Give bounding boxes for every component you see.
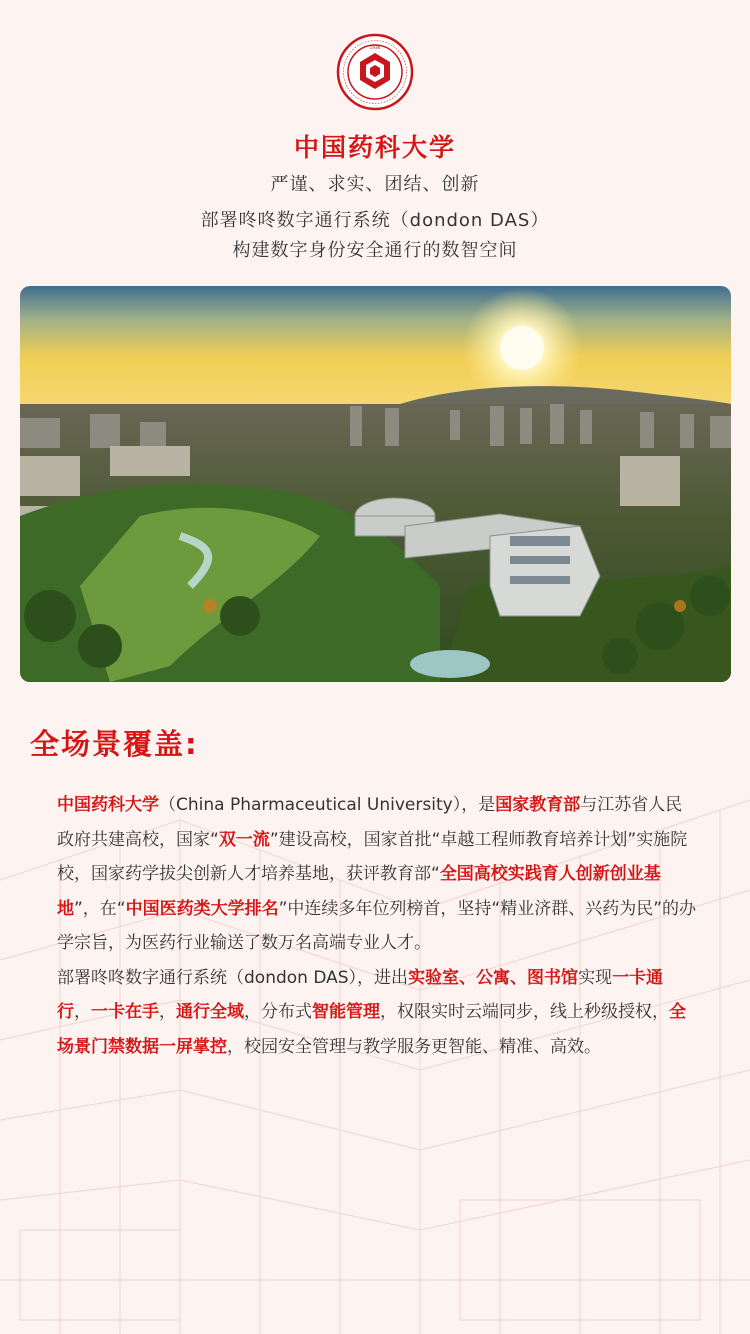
highlight-text: 实验室、公寓、图书馆 xyxy=(408,967,579,988)
highlight-text: 智能管理 xyxy=(312,1002,380,1022)
highlight-text: 一卡在手 xyxy=(91,1002,159,1022)
campus-aerial-photo xyxy=(20,286,731,682)
body-text: 部署咚咚数字通行系统（dondon DAS），进出 xyxy=(57,967,409,988)
highlight-text: 一卡通行 xyxy=(57,967,664,1022)
body-text: 实现 xyxy=(578,967,613,988)
highlight-text: 中国医药类大学排名 xyxy=(125,898,279,919)
highlight-text: 通行全域 xyxy=(176,1002,244,1022)
deploy-line-2: 构建数字身份安全通行的数智空间 xyxy=(232,240,518,261)
body-text: ，权限实时云端同步，线上秒级授权， xyxy=(380,1002,669,1022)
body-text: ， xyxy=(159,1002,176,1022)
body-text: 与江苏省人民政府共建高校，国家“ xyxy=(57,795,683,850)
highlight-text: 全场景门禁数据一屏掌控 xyxy=(57,1002,686,1057)
university-motto: 严谨、求实、团结、创新 xyxy=(270,174,480,195)
body-text: ，分布式 xyxy=(244,1002,312,1022)
highlight-text: 中国药科大学 xyxy=(57,795,159,815)
highlight-text: 国家教育部 xyxy=(495,795,581,815)
body-text: ”中连续多年位列榜首，坚持“精业济群、兴药为民”的办学宗旨，为医药行业输送了数万名高端专业人才。 xyxy=(57,898,697,953)
highlight-text: 全国高校实践育人创新创业基地 xyxy=(57,864,661,919)
body-text: ， xyxy=(74,1002,91,1022)
deployment-paragraph xyxy=(57,961,697,1065)
highlight-text: 双一流 xyxy=(218,829,270,850)
body-text: ，校园安全管理与教学服务更智能、精准、高效。 xyxy=(227,1036,601,1057)
body-text: （China Pharmaceutical University），是 xyxy=(159,795,496,815)
university-title: 中国药科大学 xyxy=(293,133,456,162)
body-text: ”建设高校，国家首批“卓越工程师教育培养计划”实施院校，国家药学拔尖创新人才培养基地，获评教育部“ xyxy=(57,829,688,884)
deploy-line-1: 部署咚咚数字通行系统（dondon DAS） xyxy=(200,210,550,231)
university-seal-logo xyxy=(336,33,414,111)
section-title: 全场景覆盖: xyxy=(30,727,199,761)
body-text: ”，在“ xyxy=(74,898,126,919)
description-body xyxy=(57,788,697,1064)
intro-paragraph xyxy=(57,788,697,961)
svg-text:1936: 1936 xyxy=(369,45,381,50)
